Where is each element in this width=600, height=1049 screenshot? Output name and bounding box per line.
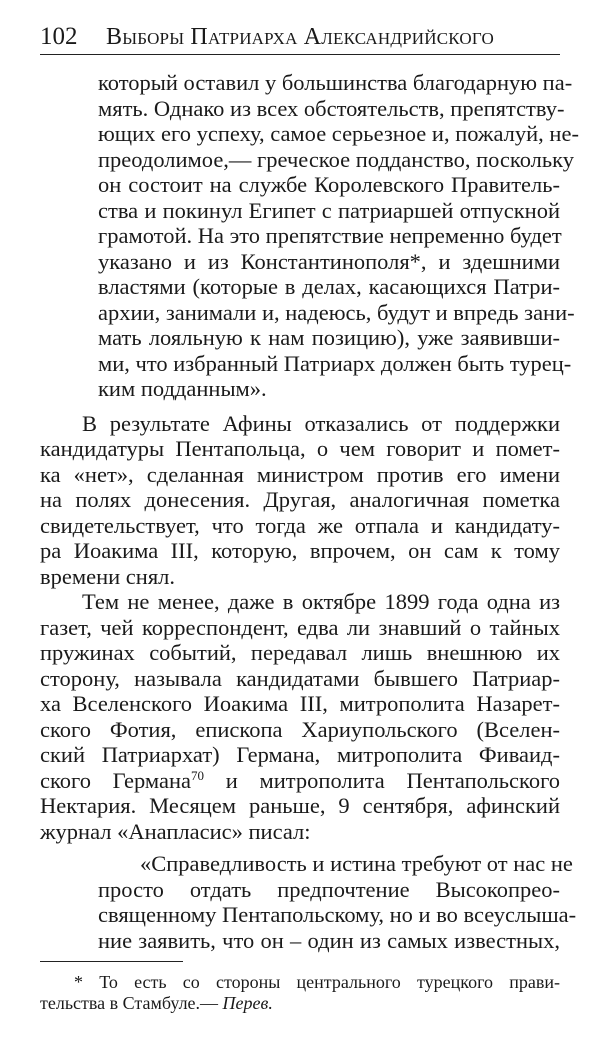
text-line: грамотой. На это препятствие непременно будет xyxy=(98,223,562,248)
text-line: ства и покинул Египет с патриаршей отпускной xyxy=(98,197,560,223)
footnote-line: * То есть со стороны центрального турецкого прави- xyxy=(74,972,560,992)
text-line: ский Патриархат) Германа, митрополита Фиваид- xyxy=(40,742,560,767)
text-line: священному Пентапольскому, но и во всеуслыша- xyxy=(98,902,577,927)
text-line: ра Иоакима III, которую, впрочем, он сам к тому xyxy=(40,538,560,563)
text-line: ние заявить, что он – один из самых известных, xyxy=(98,927,560,953)
text-line: ким подданным». xyxy=(98,376,267,401)
text-line: сторону, называла кандидатами бывшего Патриар- xyxy=(40,665,560,691)
text-line: ка «нет», сделанная министром против его имени xyxy=(40,461,560,487)
footnote xyxy=(40,972,560,1014)
footnote-text: тельства в Стамбуле.— xyxy=(40,993,223,1013)
running-title: Выборы Патриарха Александрийского xyxy=(106,24,494,50)
text-fragment: ского Германа xyxy=(40,767,191,793)
footnote-divider xyxy=(40,961,183,962)
text-line: ского Фотия, епископа Хариупольского (Вселен- xyxy=(40,716,560,742)
text-line: указано и из Константинополя*, и здешними xyxy=(98,248,560,274)
page-number: 102 xyxy=(40,23,78,50)
text-line: преодолимое,— греческое подданство, поскольку xyxy=(98,146,575,172)
text-line: кандидатуры Пентапольца, о чем говорит и помет- xyxy=(40,436,560,461)
text-line: свидетельствует, что тогда же отпала и кандидату- xyxy=(40,512,560,538)
text-line: «Справедливость и истина требуют от нас не xyxy=(140,851,573,876)
body-text xyxy=(40,70,579,953)
text-fragment: и митрополита Пентапольского xyxy=(203,767,560,793)
text-line: архии, занимали и, надеюсь, будут и впредь зани- xyxy=(98,299,575,325)
text-line: времени снял. xyxy=(40,563,176,589)
book-page xyxy=(40,0,579,1049)
text-line: ющих его успеху, самое серьезное и, пожалуй, не- xyxy=(98,121,579,146)
text-line: на полях донесения. Другая, аналогичная пометка xyxy=(40,487,560,512)
text-line: мать лояльную к нам позицию), уже заявивши- xyxy=(98,325,560,350)
text-line: газет, чей корреспондент, едва ли знавший о тайных xyxy=(40,614,560,640)
text-line: просто отдать предпочтение Высокопрео- xyxy=(98,876,560,902)
endnote-reference[interactable]: 70 xyxy=(190,767,204,783)
running-head xyxy=(40,22,560,55)
text-line: мять. Однако из всех обстоятельств, препятству- xyxy=(98,95,565,121)
text-line: который оставил у большинства благодарную па- xyxy=(98,70,573,95)
text-line: пружинах событий, передавал лишь внешнюю их xyxy=(40,640,560,665)
paragraph-candidates-1899 xyxy=(40,589,560,844)
text-line: ми, что избранный Патриарх должен быть турец- xyxy=(98,350,572,376)
text-line: ха Вселенского Иоакима III, митрополита Назарет- xyxy=(40,691,560,716)
text-line: властями (которые в делах, касающихся Патри- xyxy=(98,274,560,299)
text-line: Тем не менее, даже в октябре 1899 года одна из xyxy=(82,589,560,614)
translator-note-signature: Перев. xyxy=(222,993,273,1013)
footnote-line xyxy=(40,993,560,1014)
block-quote-anaplasis xyxy=(40,851,577,953)
text-line: журнал «Анапласис» писал: xyxy=(40,818,311,844)
paragraph-athens-refusal xyxy=(40,411,560,590)
block-quote-top xyxy=(40,70,579,402)
text-line: он состоит на службе Королевского Правитель- xyxy=(98,172,560,197)
text-line: В результате Афины отказались от поддержки xyxy=(82,410,560,436)
text-line: Нектария. Месяцем раньше, 9 сентября, афинский xyxy=(40,793,560,818)
text-line-with-note xyxy=(40,768,560,794)
